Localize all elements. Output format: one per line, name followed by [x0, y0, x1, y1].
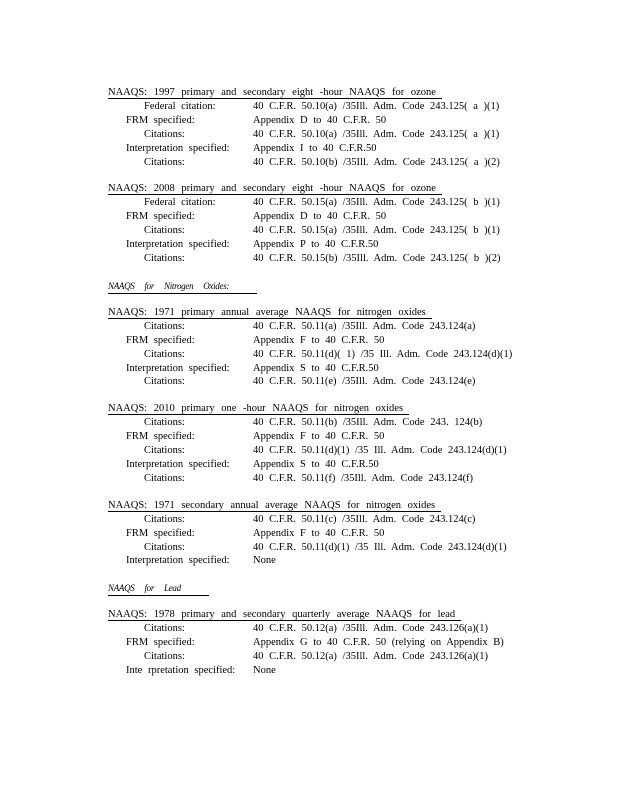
row-value: Appendix G to 40 C.F.R. 50 (relying on Appendix B)	[253, 637, 504, 649]
row-label: FRM specified:	[126, 527, 195, 539]
citation-row	[0, 238, 618, 252]
citation-row	[0, 472, 618, 486]
row-value: Appendix F to 40 C.F.R. 50	[253, 334, 385, 346]
category-header	[0, 581, 618, 595]
row-label: Citations:	[144, 376, 185, 388]
naaqs-block	[0, 608, 618, 678]
citation-row	[0, 513, 618, 527]
row-label: FRM specified:	[126, 431, 195, 443]
row-label: Interpretation specified:	[126, 362, 230, 374]
naaqs-header-text: NAAQS: 1997 primary and secondary eight -hour NAAQS for ozone	[108, 87, 442, 99]
citation-row	[0, 156, 618, 170]
row-label: Citations:	[144, 128, 185, 140]
citation-row	[0, 430, 618, 444]
naaqs-header-text: NAAQS: 2010 primary one -hour NAAQS for nitrogen oxides	[108, 403, 409, 415]
row-label: Inte rpretation specified:	[126, 665, 236, 677]
row-label: Interpretation specified:	[126, 239, 230, 251]
citation-row	[0, 527, 618, 541]
row-label: Citations:	[144, 348, 185, 360]
citation-row	[0, 636, 618, 650]
row-label: Federal citation:	[144, 101, 216, 112]
naaqs-header-text: NAAQS: 1971 secondary annual average NAAQS for nitrogen oxides	[108, 500, 441, 512]
naaqs-header	[0, 608, 618, 622]
row-value: Appendix D to 40 C.F.R. 50	[253, 114, 387, 126]
naaqs-header	[0, 402, 618, 416]
naaqs-block	[0, 182, 618, 265]
row-value: 40 C.F.R. 50.11(d)( 1) /35 Ill. Adm. Code 243.124(d)(1)	[253, 348, 513, 360]
row-label: Citations:	[144, 253, 185, 265]
row-label: FRM specified:	[126, 211, 195, 223]
citation-row	[0, 664, 618, 678]
naaqs-header	[0, 499, 618, 513]
citation-row	[0, 128, 618, 142]
category-title: NAAQS for Nitrogen Oxides:	[108, 279, 257, 294]
row-label: Interpretation specified:	[126, 459, 230, 471]
row-label: Citations:	[144, 541, 185, 553]
citation-row	[0, 334, 618, 348]
naaqs-header	[0, 86, 618, 100]
citation-row	[0, 416, 618, 430]
naaqs-header-text: NAAQS: 1971 primary annual average NAAQS for nitrogen oxides	[108, 307, 432, 319]
citation-row	[0, 444, 618, 458]
row-value: 40 C.F.R. 50.15(b) /35Ill. Adm. Code 243.125( b )(2)	[253, 253, 501, 265]
citation-row	[0, 554, 618, 568]
row-label: Citations:	[144, 472, 185, 484]
citation-row	[0, 114, 618, 128]
naaqs-block	[0, 306, 618, 389]
row-value: 40 C.F.R. 50.11(f) /35Ill. Adm. Code 243.124(f)	[253, 472, 474, 484]
row-label: Federal citation:	[144, 197, 216, 209]
citation-row	[0, 650, 618, 664]
row-value: 40 C.F.R. 50.11(a) /35Ill. Adm. Code 243.124(a)	[253, 320, 476, 332]
citation-row	[0, 348, 618, 362]
row-value: Appendix P to 40 C.F.R.50	[253, 239, 379, 251]
row-value: 40 C.F.R. 50.10(a) /35Ill. Adm. Code 243.125( a )(1)	[253, 128, 500, 140]
row-label: Interpretation specified:	[126, 555, 230, 567]
naaqs-block	[0, 402, 618, 485]
row-value: Appendix F to 40 C.F.R. 50	[253, 431, 385, 443]
row-value: None	[253, 555, 276, 567]
citation-row	[0, 196, 618, 210]
category-title: NAAQS for Lead	[108, 581, 209, 596]
row-value: 40 C.F.R. 50.11(d)(1) /35 Ill. Adm. Code 243.124(d)(1)	[253, 541, 507, 553]
row-value: Appendix F to 40 C.F.R. 50	[253, 527, 385, 539]
naaqs-header-text: NAAQS: 1978 primary and secondary quarterly average NAAQS for lead	[108, 609, 461, 621]
citation-row	[0, 252, 618, 266]
row-value: 40 C.F.R. 50.10(a) /35Ill. Adm. Code 243.125( a )(1)	[253, 101, 500, 112]
row-label: FRM specified:	[126, 114, 195, 126]
naaqs-header	[0, 182, 618, 196]
row-label: Citations:	[144, 417, 185, 429]
citation-row	[0, 362, 618, 376]
citation-row	[0, 622, 618, 636]
row-value: None	[253, 665, 276, 677]
row-value: Appendix S to 40 C.F.R.50	[253, 459, 379, 471]
citation-row	[0, 142, 618, 156]
naaqs-header-text: NAAQS: 2008 primary and secondary eight -hour NAAQS for ozone	[108, 183, 442, 195]
row-value: 40 C.F.R. 50.15(a) /35Ill. Adm. Code 243.125( b )(1)	[253, 225, 500, 237]
citation-row	[0, 541, 618, 555]
row-value: 40 C.F.R. 50.12(a) /35Ill. Adm. Code 243.126(a)(1)	[253, 651, 489, 663]
naaqs-block	[0, 86, 618, 169]
row-label: FRM specified:	[126, 334, 195, 346]
row-label: Citations:	[144, 651, 185, 663]
row-label: Citations:	[144, 513, 185, 525]
citation-row	[0, 458, 618, 472]
citation-row	[0, 210, 618, 224]
document-body	[0, 86, 618, 691]
row-value: 40 C.F.R. 50.11(d)(1) /35 Ill. Adm. Code 243.124(d)(1)	[253, 445, 507, 457]
row-value: 40 C.F.R. 50.15(a) /35Ill. Adm. Code 243.125( b )(1)	[253, 197, 500, 209]
row-value: Appendix D to 40 C.F.R. 50	[253, 211, 387, 223]
citation-row	[0, 100, 618, 114]
row-value: 40 C.F.R. 50.11(b) /35Ill. Adm. Code 243. 124(b)	[253, 417, 483, 429]
row-value: 40 C.F.R. 50.10(b) /35Ill. Adm. Code 243.125( a )(2)	[253, 156, 500, 168]
row-value: 40 C.F.R. 50.12(a) /35Ill. Adm. Code 243.126(a)(1)	[253, 623, 489, 635]
row-label: FRM specified:	[126, 637, 195, 649]
row-label: Citations:	[144, 156, 185, 168]
row-label: Citations:	[144, 445, 185, 457]
row-value: Appendix S to 40 C.F.R.50	[253, 362, 379, 374]
category-header	[0, 279, 618, 293]
citation-row	[0, 375, 618, 389]
citation-row	[0, 320, 618, 334]
citation-row	[0, 224, 618, 238]
row-label: Citations:	[144, 225, 185, 237]
row-label: Citations:	[144, 623, 185, 635]
row-value: 40 C.F.R. 50.11(e) /35Ill. Adm. Code 243.124(e)	[253, 376, 476, 388]
row-value: Appendix I to 40 C.F.R.50	[253, 142, 377, 154]
row-value: 40 C.F.R. 50.11(c) /35Ill. Adm. Code 243.124(c)	[253, 513, 476, 525]
naaqs-block	[0, 499, 618, 569]
row-label: Citations:	[144, 320, 185, 332]
row-label: Interpretation specified:	[126, 142, 230, 154]
naaqs-header	[0, 306, 618, 320]
